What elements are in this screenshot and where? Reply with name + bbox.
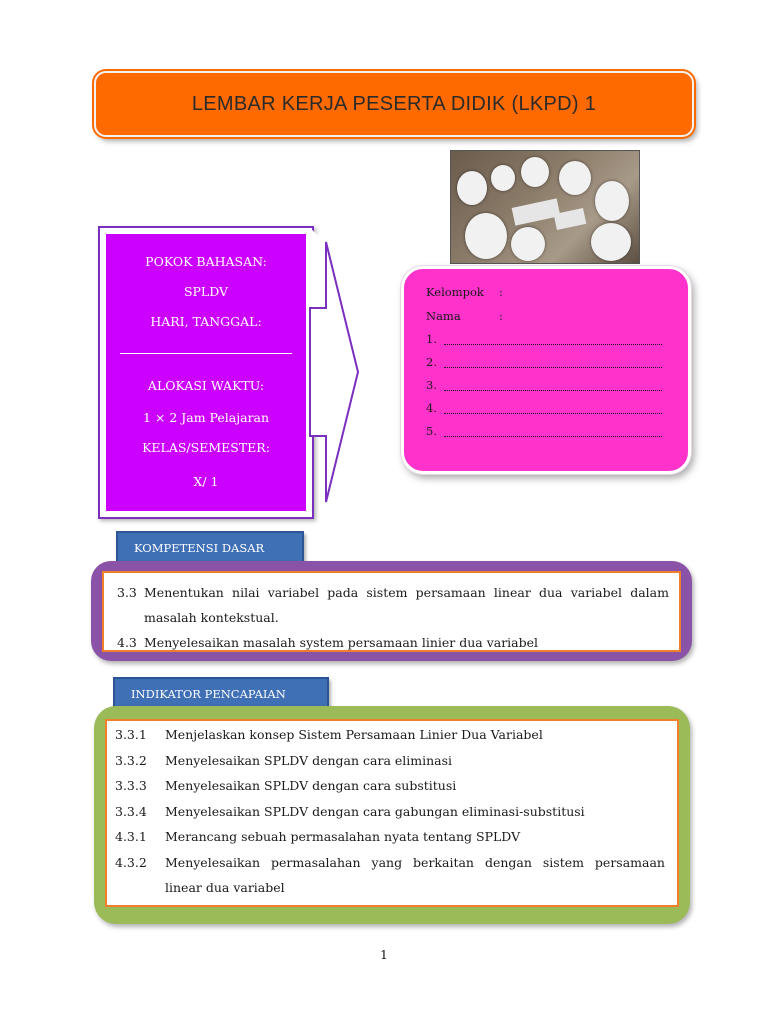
page-number: 1 [380,948,388,962]
member-blank-line [444,402,662,414]
kelompok-label: Kelompok [426,285,484,299]
kd-number: 4.3 [117,635,137,650]
indicator-text-continued: linear dua variabel [165,880,285,895]
indicator-text: Menyelesaikan SPLDV dengan cara eliminasi [165,753,453,768]
indicator-number: 4.3.2 [115,855,147,870]
indicator-number: 3.3.4 [115,804,147,819]
nama-colon: : [499,309,503,323]
info-box [98,226,314,519]
member-blank-line [444,379,662,391]
indicator-text: Menjelaskan konsep Sistem Persamaan Linier Dua Variabel [165,727,543,742]
member-number: 5. [426,424,437,438]
pokok-bahasan-label: POKOK BAHASAN: [145,254,267,269]
indicator-text: Menyelesaikan permasalahan yang berkaitan dengan sistem persamaan [165,855,665,870]
indicator-number: 4.3.1 [115,829,147,844]
indikator-pencapaian-box [94,706,690,924]
member-blank-line [444,333,662,345]
indicator-number: 3.3.3 [115,778,147,793]
group-members-box [401,266,691,474]
page-title: LEMBAR KERJA PESERTA DIDIK (LKPD) 1 [191,92,597,115]
pokok-bahasan-value: SPLDV [183,284,229,299]
nama-label: Nama [426,309,461,323]
alokasi-waktu-value: 1 × 2 Jam Pelajaran [142,410,270,425]
indicator-number: 3.3.1 [115,727,147,742]
alokasi-waktu-label: ALOKASI WAKTU: [147,378,265,393]
indicator-text: Menyelesaikan SPLDV dengan cara gabungan eliminasi-substitusi [165,804,585,819]
arrow-right-icon [304,226,360,516]
title-banner [94,71,694,137]
date-line [120,353,292,354]
member-number: 1. [426,332,437,346]
hari-tanggal-label: HARI, TANGGAL: [150,314,262,329]
kelompok-colon: : [499,285,503,299]
kd-text-continued: masalah kontekstual. [144,610,279,625]
member-blank-line [444,425,662,437]
indicator-text: Merancang sebuah permasalahan nyata tentang SPLDV [165,829,521,844]
kd-text: Menyelesaikan masalah system persamaan linier dua variabel [144,635,539,650]
students-photo [450,150,640,264]
kompetensi-dasar-title: KOMPETENSI DASAR [134,541,265,555]
indicator-number: 3.3.2 [115,753,147,768]
kd-text: Menentukan nilai variabel pada sistem persamaan linear dua variabel dalam [144,585,669,600]
member-number: 3. [426,378,437,392]
member-number: 4. [426,401,437,415]
kompetensi-dasar-tab [116,531,304,565]
member-blank-line [444,356,662,368]
kelas-semester-label: KELAS/SEMESTER: [142,440,270,455]
indikator-pencapaian-title: INDIKATOR PENCAPAIAN [131,687,286,701]
kd-number: 3.3 [117,585,137,600]
indicator-text: Menyelesaikan SPLDV dengan cara substitusi [165,778,457,793]
kelas-semester-value: X/ 1 [193,474,219,489]
member-number: 2. [426,355,437,369]
kompetensi-dasar-box [91,561,692,661]
